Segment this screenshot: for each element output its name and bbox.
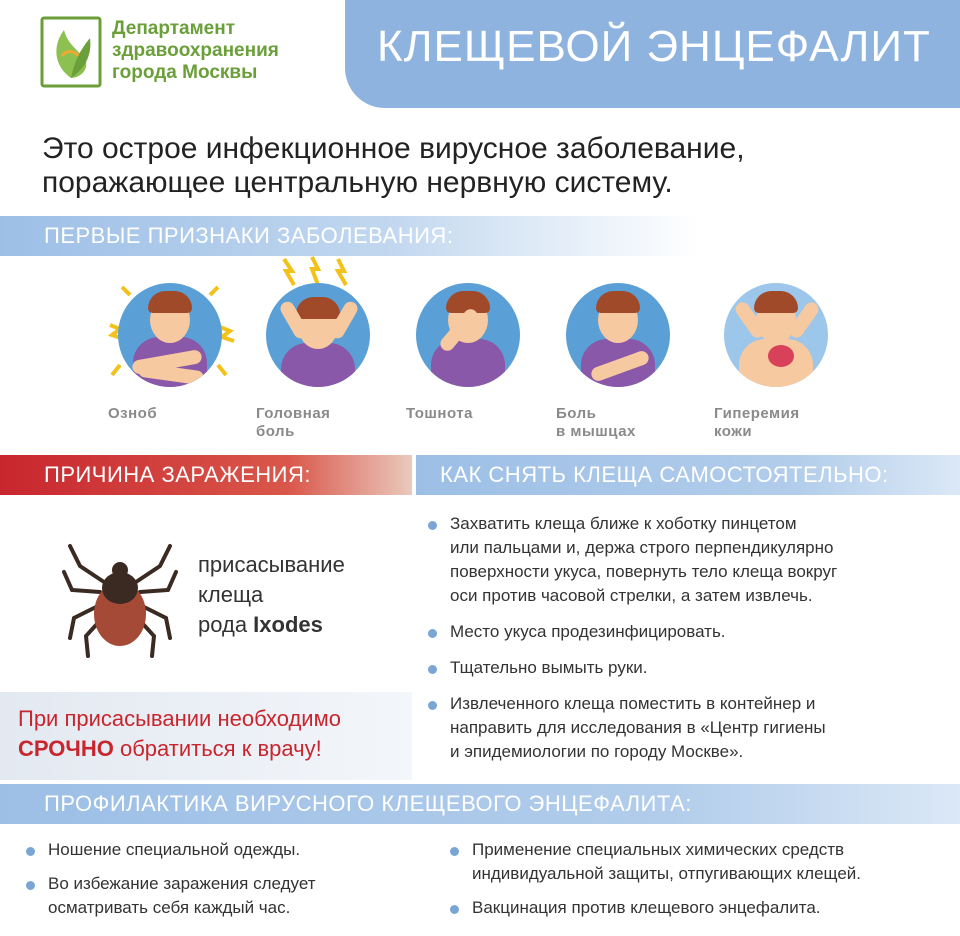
symptom-label-line2: боль [256,423,295,440]
cause-genus: Ixodes [253,612,323,637]
cause-line-3-prefix: рода [198,612,254,637]
cause-line-1: присасывание [198,552,345,577]
removal-band [416,455,960,495]
muscle-pain-person-icon [566,283,670,387]
prevention-heading: ПРОФИЛАКТИКА ВИРУСНОГО КЛЕЩЕВОГО ЭНЦЕФАЛИТА: [44,791,692,816]
list-item: Во избежание заражения следует осматривать себя каждый час. [22,872,422,920]
symptom-label-line1: Головная [256,405,331,422]
list-item: Применение специальных химических средств индивидуальной защиты, отпугивающих клещей. [446,838,946,886]
logo-line-2: здравоохранения [112,40,279,61]
list-item: Вакцинация против клещевого энцефалита. [446,896,946,920]
prevention-list-right [446,838,946,930]
prevention-list-left [22,838,422,930]
doctor-warning [0,692,412,780]
skin-hyperemia-person-icon [724,283,828,387]
title-banner [345,0,960,108]
department-logo [40,16,340,92]
headache-person-icon [266,283,370,387]
cause-line-2: клеща [198,582,264,607]
list-item: Тщательно вымыть руки. [424,656,944,680]
cause-band [0,455,412,495]
cause-description [198,550,345,640]
list-item: Захватить клеща ближе к хоботку пинцетом или пальцами и, держа строго перпендикулярно поверхности укуса, повернуть тело клеща вокруг оси против часовой стрелки, а затем извлечь. [424,512,944,608]
moscow-health-emblem-icon [40,16,102,88]
symptom-label-line1: Озноб [108,405,158,422]
tick-icon [60,526,180,662]
intro-text [42,132,922,200]
symptom-skin-hyperemia [706,255,846,445]
list-item: Извлеченного клеща поместить в контейнер и направить для исследования в «Центр гигиены и эпидемиологии по городу Москве». [424,692,944,764]
symptoms-band [0,216,700,256]
symptom-muscle-pain [548,255,688,445]
logo-line-3: города Москвы [112,62,258,83]
warning-urgent: СРОЧНО [18,736,114,761]
symptom-headache [248,255,388,445]
symptom-label-line1: Боль [556,405,597,422]
warning-rest: обратиться к врачу! [113,736,322,761]
symptom-label-line1: Тошнота [406,405,473,422]
removal-steps [424,512,944,776]
chills-person-icon [118,283,222,387]
symptom-nausea [398,255,538,445]
warning-line-1: При присасывании необходимо [18,706,341,731]
nausea-person-icon [416,283,520,387]
cause-heading: ПРИЧИНА ЗАРАЖЕНИЯ: [44,462,311,487]
page-title: КЛЕЩЕВОЙ ЭНЦЕФАЛИТ [377,22,931,71]
symptoms-heading: ПЕРВЫЕ ПРИЗНАКИ ЗАБОЛЕВАНИЯ: [44,223,454,248]
symptom-chills [100,255,240,445]
symptom-label-line2: кожи [714,423,753,440]
intro-line-2: поражающее центральную нервную систему. [42,166,673,199]
symptom-label-line1: Гиперемия [714,405,800,422]
list-item: Место укуса продезинфицировать. [424,620,944,644]
symptom-label-line2: в мышцах [556,423,636,440]
prevention-band [0,784,960,824]
removal-heading: КАК СНЯТЬ КЛЕЩА САМОСТОЯТЕЛЬНО: [440,462,889,487]
intro-line-1: Это острое инфекционное вирусное заболевание, [42,132,745,165]
logo-line-1: Департамент [112,18,236,39]
list-item: Ношение специальной одежды. [22,838,422,862]
